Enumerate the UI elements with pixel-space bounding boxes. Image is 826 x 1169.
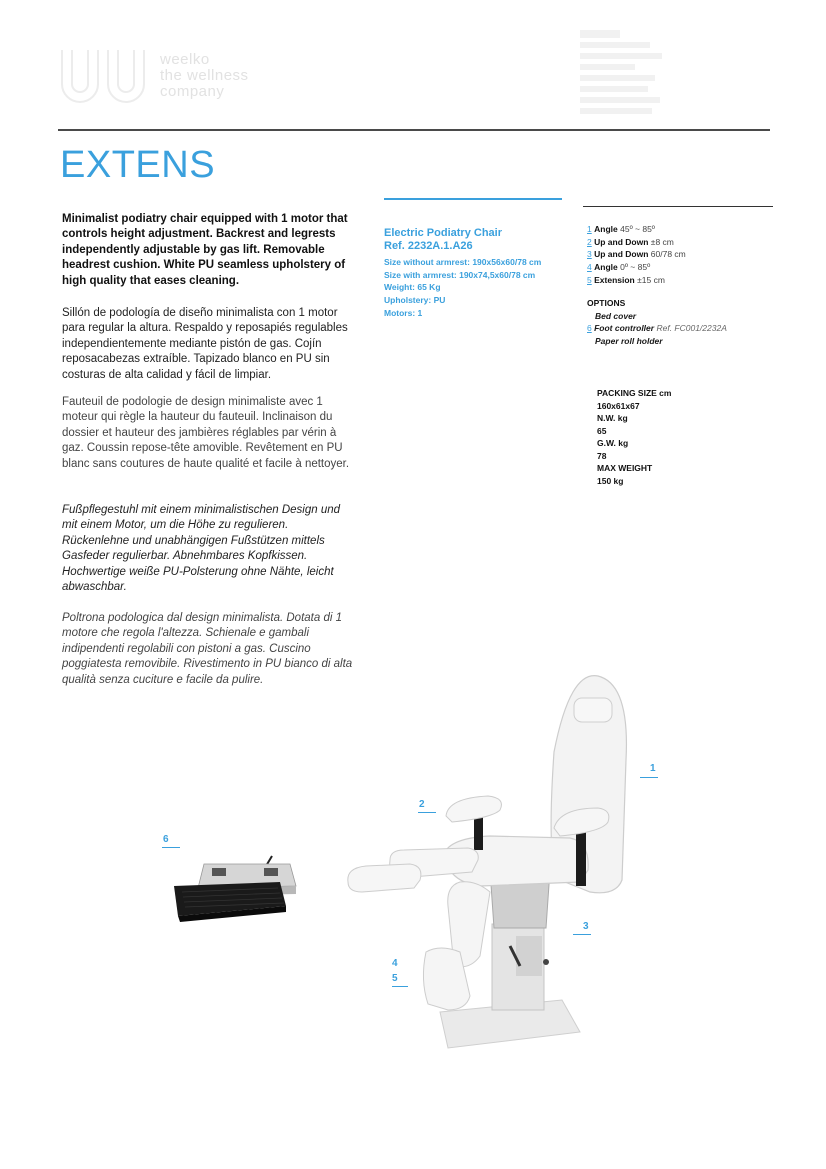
header-divider xyxy=(58,129,770,131)
option-foot-controller: 6 Foot controller Ref. FC001/2232A xyxy=(587,323,727,333)
company-logo-icon xyxy=(58,46,154,116)
option-bed-cover: Bed cover xyxy=(595,311,637,321)
feature-item: 3 Up and Down 60/78 cm xyxy=(587,249,686,260)
max-weight: 150 kg xyxy=(597,475,624,486)
spec-title: Electric Podiatry Chair xyxy=(384,227,502,239)
features-divider xyxy=(583,206,773,207)
spec-line: Size with armrest: 190x74,5x60/78 cm xyxy=(384,269,536,280)
description-english: Minimalist podiatry chair equipped with 1 motor that controls height adjustment. Backrest and legrests independently adjustable by gas lift. Removable headrest cushion. White PU seamless upholstery of high quality that eases cleaning. xyxy=(62,213,348,287)
callout-1: 1 xyxy=(650,763,656,774)
description-italian: Poltrona podologica dal design minimalista. Dotata di 1 motore che regola l'altezza. Schienale e gambali indipendenti regolabili con pistoni a gas. Cuscino poggiatesta removibile. Rivestimento in PU bianco di alta qualità senza cuciture e facile da pulire. xyxy=(62,612,353,686)
packing-heading: PACKING SIZE cm xyxy=(597,388,672,398)
company-logo-text xyxy=(160,52,249,100)
product-title: EXTENS xyxy=(60,144,216,186)
max-weight-label: MAX WEIGHT xyxy=(597,463,653,473)
net-weight-label: N.W. kg xyxy=(597,413,628,423)
gross-weight-label: G.W. kg xyxy=(597,438,629,448)
feature-item: 5 Extension ±15 cm xyxy=(587,274,665,285)
spec-list xyxy=(384,256,541,320)
options-heading: OPTIONS xyxy=(587,298,626,308)
packing-info xyxy=(597,387,671,487)
spec-line: Motors: 1 xyxy=(384,307,423,318)
option-paper-roll: Paper roll holder xyxy=(595,336,663,346)
logo-line: the wellness xyxy=(160,67,249,84)
callout-3-line xyxy=(573,934,591,935)
net-weight: 65 xyxy=(597,425,607,436)
description-german: Fußpflegestuhl mit einem minimalistischen Design und mit einem Motor, um die Höhe zu regulieren. Rückenlehne und unabhängigen Fußstützen mittels Gasfeder regulierbar. Abnehmbares Kopfkissen. Hochwertige weiße PU-Polsterung ohne Nähte, leicht abwaschbar. xyxy=(62,504,341,594)
feature-item: 4 Angle 0º ~ 85º xyxy=(587,262,651,273)
description-french: Fauteuil de podologie de design minimaliste avec 1 moteur qui règle la hauteur du fauteuil. Inclinaison du dossier et hauteur des jambières réglables par vérin à gaz. Coussin repose-tête amovible. Revêtement en PU blanc sans coutures de haute qualité et facile à nettoyer. xyxy=(62,396,350,470)
foot-controller-image xyxy=(168,850,300,930)
spec-divider xyxy=(384,198,562,200)
spec-reference: Ref. 2232A.1.A26 xyxy=(384,240,473,252)
callout-6-line xyxy=(162,847,180,848)
feature-item: 1 Angle 45º ~ 85º xyxy=(587,224,655,234)
features-list xyxy=(587,223,686,287)
spec-line: Size without armrest: 190x56x60/78 cm xyxy=(384,257,542,267)
callout-5: 5 xyxy=(392,973,398,984)
packing-size: 160x61x67 xyxy=(597,400,640,411)
description-spanish: Sillón de podología de diseño minimalista con 1 motor para regular la altura. Respaldo y reposapiés regulables independientemente mediante pistón de gas. Cojín reposacabezas extraíble. Tapizado blanco en PU sin costuras de alta calidad y fácil de limpiar. xyxy=(62,307,348,381)
contact-info xyxy=(580,30,680,114)
callout-5-line xyxy=(392,986,408,987)
spec-line: Weight: 65 Kg xyxy=(384,282,441,293)
feature-item: 2 Up and Down ±8 cm xyxy=(587,236,674,247)
callout-3: 3 xyxy=(583,921,589,932)
spec-line: Upholstery: PU xyxy=(384,295,446,306)
logo-line: company xyxy=(160,83,225,100)
podiatry-chair-image xyxy=(340,660,630,1070)
gross-weight: 78 xyxy=(597,450,607,461)
callout-6: 6 xyxy=(163,834,169,845)
callout-4: 4 xyxy=(392,958,398,969)
logo-line: weelko xyxy=(160,51,210,68)
callout-1-line xyxy=(640,777,658,778)
callout-2-line xyxy=(418,812,436,813)
callout-2: 2 xyxy=(419,799,425,810)
